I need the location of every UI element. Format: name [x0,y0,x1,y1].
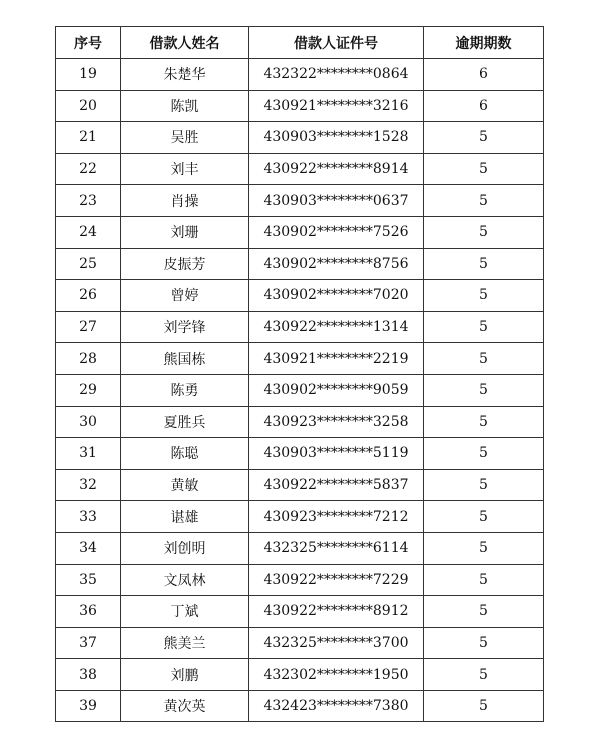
header-overdue-periods: 逾期期数 [424,27,544,59]
table-row [56,690,544,722]
overdue-periods: 5 [424,469,544,501]
borrower-id: 432322********0864 [249,59,424,91]
row-index: 36 [56,596,121,628]
table-row [56,59,544,91]
overdue-periods: 5 [424,280,544,312]
row-index: 35 [56,564,121,596]
borrower-name: 肖操 [121,185,249,217]
overdue-periods: 5 [424,564,544,596]
borrower-name: 刘创明 [121,532,249,564]
borrower-name: 文凤林 [121,564,249,596]
borrower-id: 430902********7526 [249,216,424,248]
row-index: 31 [56,438,121,470]
row-index: 39 [56,690,121,722]
borrower-id: 430903********1528 [249,122,424,154]
borrower-name: 皮振芳 [121,248,249,280]
borrower-id: 430902********8756 [249,248,424,280]
row-index: 38 [56,659,121,691]
overdue-periods: 5 [424,185,544,217]
row-index: 28 [56,343,121,375]
borrower-id: 430922********8914 [249,153,424,185]
overdue-periods: 5 [424,374,544,406]
row-index: 21 [56,122,121,154]
table-row [56,596,544,628]
overdue-periods: 5 [424,248,544,280]
overdue-periods: 5 [424,532,544,564]
borrower-name: 曾婷 [121,280,249,312]
borrower-name: 陈凯 [121,90,249,122]
table-row [56,248,544,280]
overdue-periods: 5 [424,596,544,628]
overdue-periods: 5 [424,122,544,154]
table-row [56,564,544,596]
table-body [56,59,544,722]
overdue-periods: 5 [424,659,544,691]
row-index: 33 [56,501,121,533]
borrower-id: 430902********9059 [249,374,424,406]
borrower-id: 430921********2219 [249,343,424,375]
borrower-name: 吴胜 [121,122,249,154]
borrower-id: 430922********5837 [249,469,424,501]
borrower-name: 刘学锋 [121,311,249,343]
borrower-name: 熊国栋 [121,343,249,375]
row-index: 22 [56,153,121,185]
table-row [56,469,544,501]
overdue-periods: 5 [424,343,544,375]
borrower-name: 黄敏 [121,469,249,501]
row-index: 37 [56,627,121,659]
row-index: 32 [56,469,121,501]
overdue-periods: 5 [424,690,544,722]
row-index: 30 [56,406,121,438]
row-index: 19 [56,59,121,91]
header-borrower-id: 借款人证件号 [249,27,424,59]
overdue-borrowers-table [55,26,544,722]
borrower-id: 430923********7212 [249,501,424,533]
borrower-id: 430902********7020 [249,280,424,312]
overdue-periods: 6 [424,59,544,91]
row-index: 25 [56,248,121,280]
borrower-id: 430923********3258 [249,406,424,438]
table-row [56,374,544,406]
borrower-name: 谌雄 [121,501,249,533]
row-index: 23 [56,185,121,217]
overdue-periods: 5 [424,501,544,533]
overdue-periods: 5 [424,627,544,659]
overdue-periods: 6 [424,90,544,122]
table-row [56,153,544,185]
row-index: 27 [56,311,121,343]
row-index: 34 [56,532,121,564]
row-index: 20 [56,90,121,122]
borrower-name: 丁斌 [121,596,249,628]
overdue-periods: 5 [424,311,544,343]
table-row [56,627,544,659]
table-row [56,90,544,122]
borrower-id: 430921********3216 [249,90,424,122]
overdue-periods: 5 [424,406,544,438]
borrower-name: 夏胜兵 [121,406,249,438]
table-row [56,185,544,217]
table-row [56,406,544,438]
borrower-name: 刘丰 [121,153,249,185]
borrower-name: 朱楚华 [121,59,249,91]
borrower-name: 刘珊 [121,216,249,248]
table-row [56,501,544,533]
borrower-id: 432325********6114 [249,532,424,564]
overdue-periods: 5 [424,153,544,185]
overdue-periods: 5 [424,438,544,470]
table-row [56,343,544,375]
borrower-id: 430903********5119 [249,438,424,470]
row-index: 24 [56,216,121,248]
row-index: 26 [56,280,121,312]
table-row [56,122,544,154]
table-header-row [56,27,544,59]
table-row [56,438,544,470]
table-row [56,532,544,564]
header-borrower-name: 借款人姓名 [121,27,249,59]
borrower-id: 430922********1314 [249,311,424,343]
borrower-name: 陈勇 [121,374,249,406]
borrower-name: 刘鹏 [121,659,249,691]
borrower-name: 陈聪 [121,438,249,470]
borrower-name: 熊美兰 [121,627,249,659]
borrower-id: 430922********8912 [249,596,424,628]
table-row [56,659,544,691]
borrower-id: 432325********3700 [249,627,424,659]
borrower-id: 432302********1950 [249,659,424,691]
table-row [56,280,544,312]
borrower-id: 432423********7380 [249,690,424,722]
table-row [56,311,544,343]
borrower-id: 430922********7229 [249,564,424,596]
overdue-periods: 5 [424,216,544,248]
borrower-id: 430903********0637 [249,185,424,217]
header-index: 序号 [56,27,121,59]
row-index: 29 [56,374,121,406]
table-row [56,216,544,248]
borrower-name: 黄次英 [121,690,249,722]
